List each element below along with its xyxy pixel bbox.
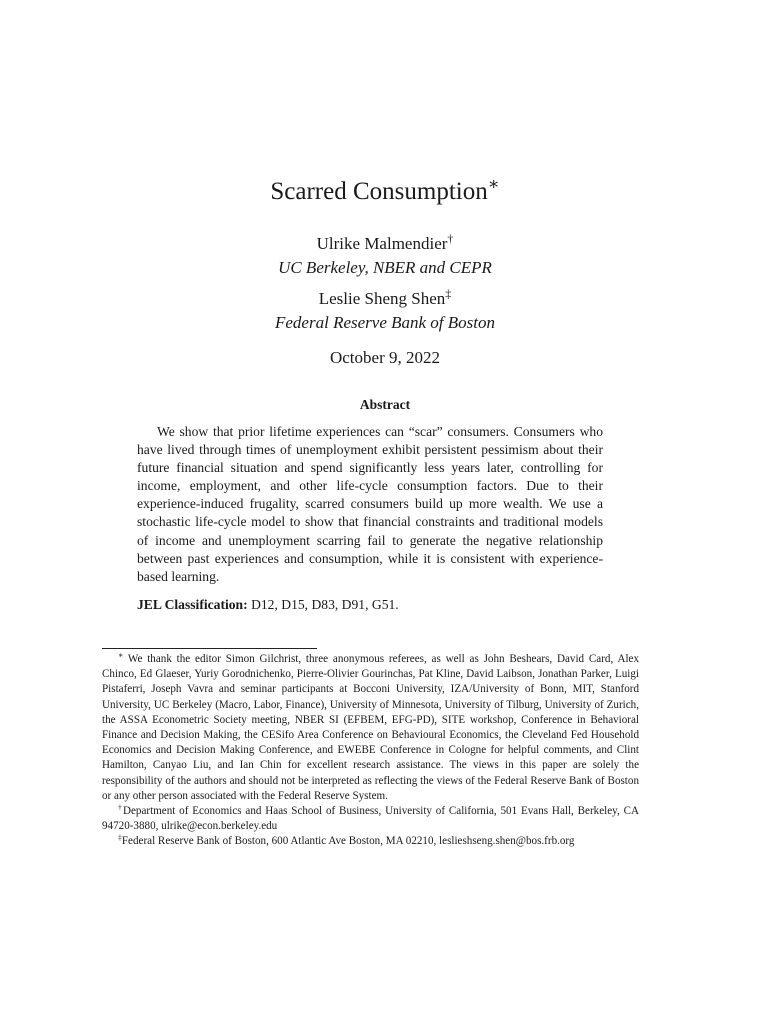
title-footnote-mark: ∗ xyxy=(487,173,500,194)
paper-date: October 9, 2022 xyxy=(329,348,440,367)
footnote-mark: ∗ xyxy=(118,650,124,660)
footnote-text: Federal Reserve Bank of Boston, 600 Atlantic Ave Boston, MA 02210, leslieshseng.shen@bos.frb.org xyxy=(121,835,575,848)
author-2-affiliation: Federal Reserve Bank of Boston xyxy=(275,313,495,332)
author-2-name xyxy=(0,286,770,309)
jel-label: JEL Classification: xyxy=(137,597,248,612)
author-2-footnote-mark: ‡ xyxy=(445,286,452,301)
footnote-mark: ‡ xyxy=(118,833,122,843)
paper-title xyxy=(0,173,770,206)
abstract-heading: Abstract xyxy=(359,397,411,412)
author-1-footnote-mark: † xyxy=(447,231,454,246)
footnotes xyxy=(102,652,639,850)
author-1-name-text: Ulrike Malmendier xyxy=(316,234,448,253)
paper-title-text: Scarred Consumption xyxy=(270,178,488,205)
footnote-divider xyxy=(102,648,317,649)
author-1-name xyxy=(0,231,770,254)
footnote-text: We thank the editor Simon Gilchrist, three anonymous referees, as well as John Beshears, David Card, Alex Chinco, Ed Glaeser, Yuriy Gorodnichenko, Pierre-Olivier Gourinchas, Pat Kline, David Laibson, Jonathan Parker, Luigi Pistaferri, Joseph Vavra and seminar participants at Bocconi University, IZA/University of Bonn, MIT, Stanford University, UC Berkeley (Macro, Labor, Finance), University of Minnesota, University of Tilburg, University of Zurich, the ASSA Econometric Society meeting, NBER SI (EFBEM, EFG-PD), SITE workshop, Conference in Behavioral Finance and Decision Making, the CESifo Area Conference on Behavioural Economics, the Cleveland Fed Household Economics and Decision Making Conference, and EWEBE Conference in Cologne for helpful comments, and Clint Hamilton, Canyao Liu, and Ian Chin for excellent research assistance. The views in this paper are solely the responsibility of the authors and should not be interpreted as reflecting the views of the Federal Reserve Bank of Boston or any other person associated with the Federal Reserve System. xyxy=(102,653,640,802)
footnote-author-1 xyxy=(102,804,639,834)
jel-codes: D12, D15, D83, D91, G51. xyxy=(251,597,399,612)
author-2-name-text: Leslie Sheng Shen xyxy=(318,289,446,308)
footnote-author-2 xyxy=(102,834,639,849)
footnote-acknowledgements xyxy=(102,652,639,804)
abstract-text: We show that prior lifetime experiences can “scar” consumers. Consumers who have lived through times of unemployment exhibit persistent pessimism about their future financial situation and spend significantly less years later, controlling for income, employment, and other life-cycle consumption factors. Due to their experience-induced frugality, scarred consumers build up more wealth. We use a stochastic life-cycle model to show that financial constraints and traditional models of income and unemployment scarring fail to generate the negative relationship between past experiences and consumption, while it is consistent with experience-based learning. xyxy=(137,424,603,584)
author-1-affiliation: UC Berkeley, NBER and CEPR xyxy=(278,258,492,277)
footnote-text: Department of Economics and Haas School of Business, University of California, 501 Evans Hall, Berkeley, CA 94720-3880, ulrike@econ.berkeley.edu xyxy=(102,805,640,833)
footnote-mark: † xyxy=(118,802,123,812)
jel-classification xyxy=(137,597,399,613)
